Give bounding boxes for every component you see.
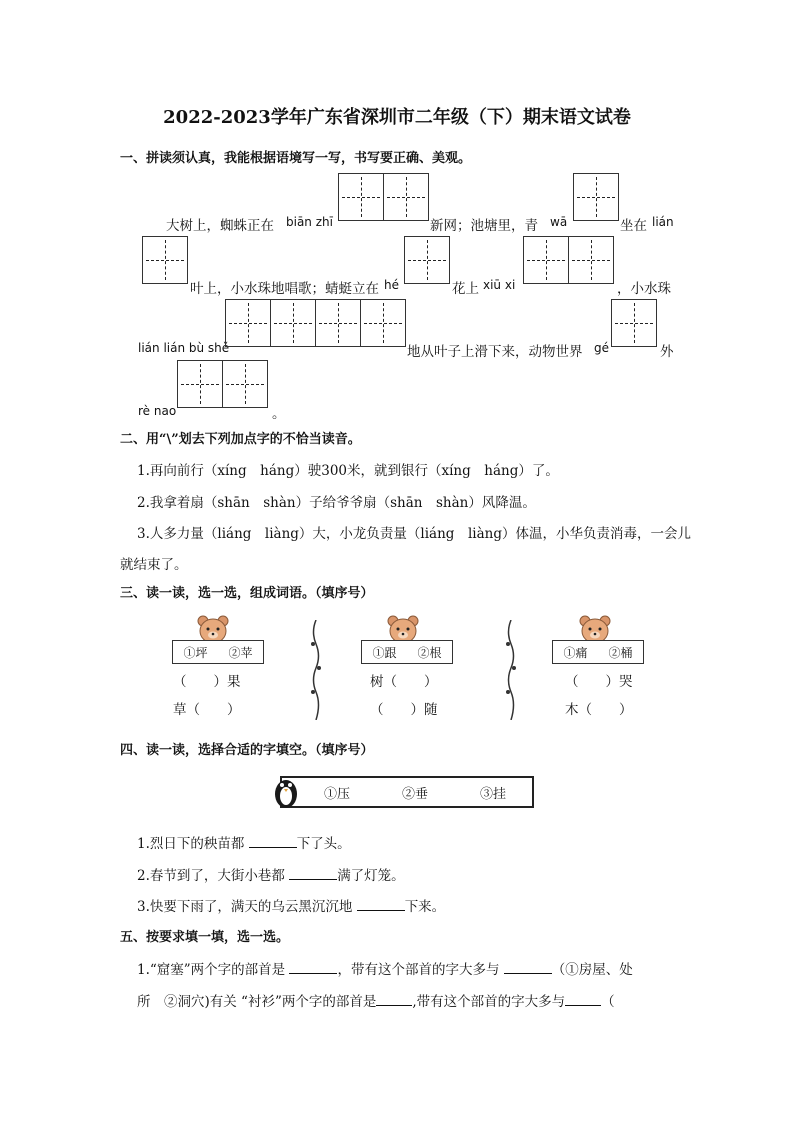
s1-text-3: 坐在	[620, 218, 647, 234]
s5-line-1	[137, 958, 633, 978]
s5-line-1-b: ，带有这个部首的字大多与	[337, 962, 500, 978]
s5-line-1-c: （①房屋、处	[551, 962, 633, 978]
choice-box	[280, 776, 534, 808]
s1-text-7: 地从叶子上滑下来，动物世界	[407, 344, 583, 360]
vine-divider-icon	[309, 620, 323, 720]
write-grid-lian[interactable]	[142, 236, 188, 284]
write-grid-renao[interactable]	[177, 360, 268, 408]
word-3a: （ ）哭	[565, 674, 633, 690]
s1-pinyin-bianzhi: biān zhī	[286, 215, 333, 229]
answer-blank[interactable]	[565, 993, 601, 1006]
vine-divider-icon	[504, 620, 518, 720]
answer-blank[interactable]	[289, 961, 337, 974]
page-title: 2022-2023学年广东省深圳市二年级（下）期末语文试卷	[163, 107, 631, 128]
write-grid-ge[interactable]	[611, 299, 657, 347]
s1-text-8: 外	[660, 344, 674, 360]
option-2b: ②根	[417, 645, 442, 660]
s5-line-1-a: 1.“窟塞”两个字的部首是	[137, 962, 286, 978]
option-3b: ②桶	[608, 645, 633, 660]
s1-pinyin-wa: wā	[550, 215, 568, 229]
choice-1: ①压	[324, 786, 351, 802]
choice-2: ②垂	[402, 786, 429, 802]
s4-line-1	[137, 832, 351, 852]
option-2a: ①跟	[372, 645, 397, 660]
option-panel-1	[172, 640, 264, 664]
s4-line-3-a: 3.快要下雨了，满天的乌云黑沉沉地	[137, 899, 353, 915]
s4-line-1-a: 1.烈日下的秧苗都	[137, 836, 245, 852]
s1-pinyin-xiuxi: xiū xi	[483, 278, 516, 292]
choice-3: ③挂	[480, 786, 507, 802]
s4-line-2	[137, 864, 405, 884]
word-3b: 木（ ）	[565, 702, 633, 718]
write-grid-xiuxi[interactable]	[523, 236, 614, 284]
option-1a: ①坪	[183, 645, 208, 660]
write-grid-bianzhi[interactable]	[338, 173, 429, 221]
s2-line-3: 3.人多力量（liáng liàng）大，小龙负责量（liáng liàng）体温，小华负责消毒，一会儿	[137, 526, 691, 542]
section-2-heading: 二、用“\”划去下列加点字的不恰当读音。	[120, 432, 361, 447]
word-2b: （ ）随	[370, 702, 438, 718]
s2-line-4: 就结束了。	[120, 557, 188, 573]
s5-line-2	[137, 990, 615, 1010]
s1-text-2: 新网；池塘里，青	[430, 218, 538, 234]
word-1b: 草（ ）	[173, 702, 241, 718]
option-panel-3	[552, 640, 644, 664]
s1-pinyin-lian: lián	[652, 215, 674, 229]
s1-pinyin-lianlianbushe: lián lián bù shě	[138, 341, 230, 355]
penguin-icon	[270, 772, 302, 810]
section-3-heading: 三、读一读，选一选，组成词语。（填序号）	[120, 586, 374, 601]
s4-line-3-b: 下来。	[404, 899, 446, 915]
s1-text-4: 叶上，小水珠地唱歌；蜻蜓立在	[190, 281, 379, 297]
s5-line-2-b: ,带有这个部首的字大多与	[412, 994, 566, 1010]
option-panel-2	[361, 640, 453, 664]
s4-line-1-b: 下了头。	[296, 836, 351, 852]
option-3a: ①痛	[563, 645, 588, 660]
word-1a: （ ）果	[173, 674, 241, 690]
section-4-heading: 四、读一读，选择合适的字填空。（填序号）	[120, 743, 374, 758]
answer-blank[interactable]	[249, 835, 297, 848]
s1-text-9: 。	[272, 406, 286, 422]
s1-pinyin-ge: gé	[594, 341, 609, 355]
s5-line-2-a: 所 ②洞穴)有关 “衬衫”两个字的部首是	[137, 994, 377, 1010]
s1-text-5: 花上	[452, 281, 479, 297]
s2-line-1: 1.再向前行（xíng háng）驶300米，就到银行（xíng háng）了。	[137, 463, 559, 479]
write-grid-wa[interactable]	[573, 173, 619, 221]
s5-line-2-c: （	[601, 994, 615, 1010]
s2-line-2: 2.我拿着扇（shān shàn）子给爷爷扇（shān shàn）风降温。	[137, 495, 536, 511]
answer-blank[interactable]	[357, 898, 405, 911]
s4-line-2-a: 2.春节到了，大街小巷都	[137, 868, 285, 884]
s1-text-1: 大树上，蜘蛛正在	[166, 218, 274, 234]
answer-blank[interactable]	[289, 867, 337, 880]
write-grid-he[interactable]	[404, 236, 450, 284]
section-1-heading: 一、拼读须认真，我能根据语境写一写，书写要正确、美观。	[120, 151, 472, 166]
s1-text-6: ，小水珠	[617, 281, 671, 297]
s4-line-2-b: 满了灯笼。	[337, 868, 405, 884]
option-1b: ②苹	[228, 645, 253, 660]
word-2a: 树（ ）	[370, 674, 438, 690]
section-5-heading: 五、按要求填一填，选一选。	[120, 930, 290, 945]
s1-pinyin-renao: rè nao	[138, 404, 177, 418]
s1-pinyin-he: hé	[384, 278, 399, 292]
write-grid-lianlianbushe[interactable]	[225, 299, 406, 347]
answer-blank[interactable]	[376, 993, 412, 1006]
s4-line-3	[137, 895, 445, 915]
answer-blank[interactable]	[504, 961, 552, 974]
